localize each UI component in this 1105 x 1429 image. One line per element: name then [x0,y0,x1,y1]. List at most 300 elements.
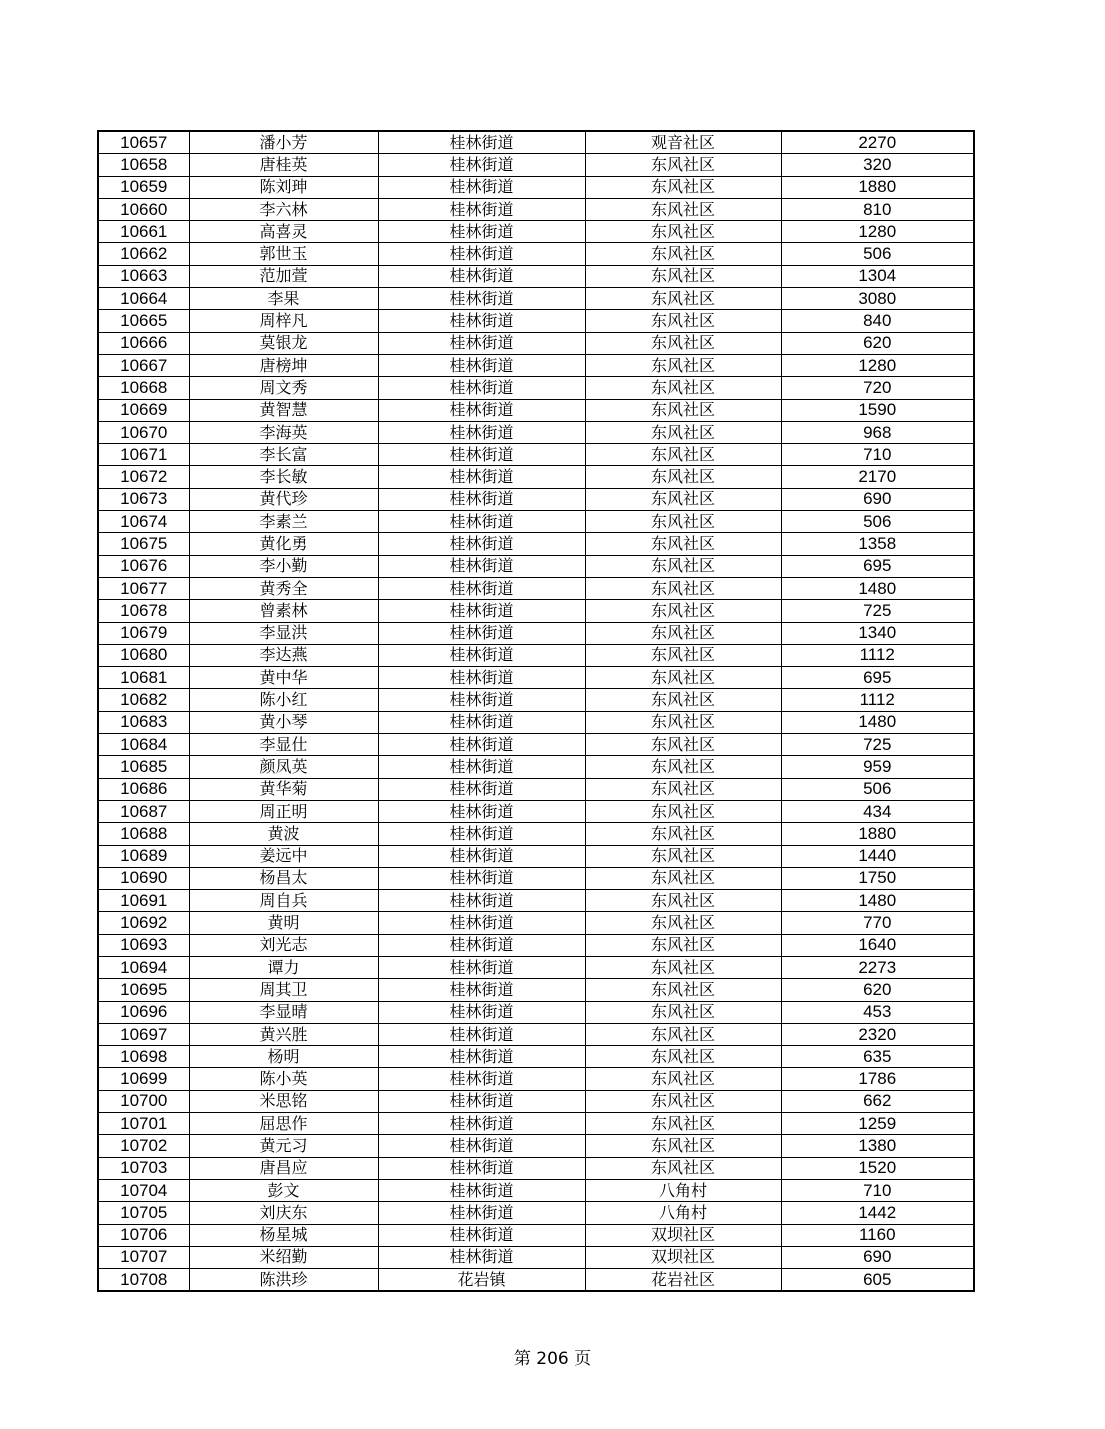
amount-cell: 1304 [781,265,974,287]
community-name-cell: 东风社区 [585,511,781,533]
street-name-cell: 桂林街道 [378,243,585,265]
record-number-cell: 10671 [98,444,189,466]
street-name-cell: 桂林街道 [378,1246,585,1268]
record-number-cell: 10679 [98,622,189,644]
street-name-cell: 桂林街道 [378,622,585,644]
community-name-cell: 东风社区 [585,198,781,220]
community-name-cell: 东风社区 [585,979,781,1001]
community-name-cell: 东风社区 [585,711,781,733]
table-row [98,689,974,711]
page-number: 第 206 页 [513,1349,592,1369]
community-name-cell: 东风社区 [585,421,781,443]
record-number-cell: 10700 [98,1090,189,1112]
amount-cell: 1112 [781,689,974,711]
table-row [98,1046,974,1068]
street-name-cell: 桂林街道 [378,1157,585,1179]
amount-cell: 1480 [781,711,974,733]
amount-cell: 2273 [781,956,974,978]
record-number-cell: 10670 [98,421,189,443]
table-body [98,131,974,1291]
record-number-cell: 10669 [98,399,189,421]
amount-cell: 1112 [781,644,974,666]
amount-cell: 968 [781,421,974,443]
amount-cell: 720 [781,377,974,399]
table-row [98,288,974,310]
table-row [98,667,974,689]
person-name-cell: 莫银龙 [189,332,378,354]
record-number-cell: 10688 [98,823,189,845]
person-name-cell: 李海英 [189,421,378,443]
amount-cell: 710 [781,444,974,466]
record-number-cell: 10666 [98,332,189,354]
person-name-cell: 陈小英 [189,1068,378,1090]
community-name-cell: 东风社区 [585,466,781,488]
person-name-cell: 郭世玉 [189,243,378,265]
street-name-cell: 桂林街道 [378,1001,585,1023]
table-row [98,1113,974,1135]
community-name-cell: 东风社区 [585,622,781,644]
amount-cell: 725 [781,734,974,756]
amount-cell: 506 [781,243,974,265]
street-name-cell: 桂林街道 [378,1046,585,1068]
street-name-cell: 桂林街道 [378,800,585,822]
street-name-cell: 桂林街道 [378,1202,585,1224]
street-name-cell: 桂林街道 [378,890,585,912]
person-name-cell: 谭力 [189,956,378,978]
record-number-cell: 10699 [98,1068,189,1090]
table-row [98,800,974,822]
person-name-cell: 李小勤 [189,555,378,577]
amount-cell: 770 [781,912,974,934]
community-name-cell: 东风社区 [585,1135,781,1157]
person-name-cell: 黄明 [189,912,378,934]
amount-cell: 1160 [781,1224,974,1246]
street-name-cell: 桂林街道 [378,823,585,845]
amount-cell: 506 [781,511,974,533]
person-name-cell: 周正明 [189,800,378,822]
amount-cell: 1358 [781,533,974,555]
table-row [98,1135,974,1157]
record-number-cell: 10665 [98,310,189,332]
record-number-cell: 10697 [98,1023,189,1045]
amount-cell: 1880 [781,823,974,845]
person-name-cell: 李六林 [189,198,378,220]
record-number-cell: 10659 [98,176,189,198]
street-name-cell: 桂林街道 [378,711,585,733]
community-name-cell: 东风社区 [585,778,781,800]
person-name-cell: 周自兵 [189,890,378,912]
record-number-cell: 10693 [98,934,189,956]
community-name-cell: 东风社区 [585,154,781,176]
street-name-cell: 桂林街道 [378,377,585,399]
record-number-cell: 10662 [98,243,189,265]
amount-cell: 1480 [781,890,974,912]
street-name-cell: 桂林街道 [378,667,585,689]
table-row [98,198,974,220]
amount-cell: 1259 [781,1113,974,1135]
table-row [98,466,974,488]
person-name-cell: 周文秀 [189,377,378,399]
amount-cell: 710 [781,1179,974,1201]
table-row [98,644,974,666]
table-row [98,377,974,399]
community-name-cell: 东风社区 [585,800,781,822]
record-number-cell: 10690 [98,867,189,889]
community-name-cell: 东风社区 [585,533,781,555]
person-name-cell: 高喜灵 [189,221,378,243]
street-name-cell: 桂林街道 [378,488,585,510]
community-name-cell: 东风社区 [585,377,781,399]
record-number-cell: 10678 [98,600,189,622]
community-name-cell: 东风社区 [585,354,781,376]
data-table [97,130,975,1292]
amount-cell: 1480 [781,577,974,599]
amount-cell: 605 [781,1269,974,1292]
community-name-cell: 东风社区 [585,577,781,599]
table-row [98,154,974,176]
community-name-cell: 东风社区 [585,667,781,689]
person-name-cell: 黄中华 [189,667,378,689]
person-name-cell: 黄华菊 [189,778,378,800]
record-number-cell: 10661 [98,221,189,243]
community-name-cell: 东风社区 [585,310,781,332]
community-name-cell: 东风社区 [585,265,781,287]
record-number-cell: 10705 [98,1202,189,1224]
table-row [98,399,974,421]
person-name-cell: 屈思作 [189,1113,378,1135]
street-name-cell: 桂林街道 [378,421,585,443]
table-row [98,1157,974,1179]
amount-cell: 1786 [781,1068,974,1090]
amount-cell: 320 [781,154,974,176]
person-name-cell: 李果 [189,288,378,310]
record-number-cell: 10676 [98,555,189,577]
community-name-cell: 东风社区 [585,1157,781,1179]
amount-cell: 690 [781,488,974,510]
amount-cell: 840 [781,310,974,332]
person-name-cell: 黄小琴 [189,711,378,733]
community-name-cell: 东风社区 [585,890,781,912]
table-row [98,131,974,154]
person-name-cell: 李长敏 [189,466,378,488]
person-name-cell: 李显仕 [189,734,378,756]
person-name-cell: 陈刘珅 [189,176,378,198]
record-number-cell: 10683 [98,711,189,733]
community-name-cell: 东风社区 [585,399,781,421]
record-number-cell: 10701 [98,1113,189,1135]
street-name-cell: 桂林街道 [378,221,585,243]
record-number-cell: 10706 [98,1224,189,1246]
person-name-cell: 米绍勤 [189,1246,378,1268]
table-row [98,310,974,332]
community-name-cell: 东风社区 [585,956,781,978]
community-name-cell: 东风社区 [585,600,781,622]
community-name-cell: 东风社区 [585,221,781,243]
table-row [98,176,974,198]
community-name-cell: 东风社区 [585,756,781,778]
amount-cell: 695 [781,667,974,689]
person-name-cell: 刘庆东 [189,1202,378,1224]
community-name-cell: 东风社区 [585,867,781,889]
amount-cell: 1442 [781,1202,974,1224]
table-row [98,823,974,845]
street-name-cell: 桂林街道 [378,533,585,555]
community-name-cell: 东风社区 [585,689,781,711]
person-name-cell: 杨昌太 [189,867,378,889]
street-name-cell: 桂林街道 [378,332,585,354]
community-name-cell: 东风社区 [585,734,781,756]
person-name-cell: 李显洪 [189,622,378,644]
person-name-cell: 黄代珍 [189,488,378,510]
street-name-cell: 桂林街道 [378,1179,585,1201]
record-number-cell: 10692 [98,912,189,934]
amount-cell: 1520 [781,1157,974,1179]
amount-cell: 620 [781,332,974,354]
record-number-cell: 10691 [98,890,189,912]
street-name-cell: 桂林街道 [378,265,585,287]
street-name-cell: 桂林街道 [378,1090,585,1112]
record-number-cell: 10673 [98,488,189,510]
table-row [98,912,974,934]
record-number-cell: 10674 [98,511,189,533]
table-row [98,867,974,889]
community-name-cell: 东风社区 [585,823,781,845]
record-number-cell: 10708 [98,1269,189,1292]
table-row [98,577,974,599]
table-row [98,555,974,577]
community-name-cell: 东风社区 [585,1001,781,1023]
community-name-cell: 东风社区 [585,1068,781,1090]
community-name-cell: 东风社区 [585,444,781,466]
amount-cell: 1280 [781,354,974,376]
amount-cell: 690 [781,1246,974,1268]
record-number-cell: 10689 [98,845,189,867]
record-number-cell: 10686 [98,778,189,800]
amount-cell: 635 [781,1046,974,1068]
record-number-cell: 10695 [98,979,189,1001]
community-name-cell: 东风社区 [585,644,781,666]
record-number-cell: 10660 [98,198,189,220]
person-name-cell: 李显晴 [189,1001,378,1023]
table-row [98,979,974,1001]
record-number-cell: 10698 [98,1046,189,1068]
street-name-cell: 桂林街道 [378,778,585,800]
street-name-cell: 桂林街道 [378,176,585,198]
street-name-cell: 花岩镇 [378,1269,585,1292]
person-name-cell: 姜远中 [189,845,378,867]
record-number-cell: 10663 [98,265,189,287]
person-name-cell: 黄波 [189,823,378,845]
record-number-cell: 10680 [98,644,189,666]
table-row [98,600,974,622]
street-name-cell: 桂林街道 [378,1224,585,1246]
person-name-cell: 杨明 [189,1046,378,1068]
street-name-cell: 桂林街道 [378,756,585,778]
person-name-cell: 李长富 [189,444,378,466]
person-name-cell: 范加萱 [189,265,378,287]
amount-cell: 725 [781,600,974,622]
record-number-cell: 10703 [98,1157,189,1179]
amount-cell: 2170 [781,466,974,488]
person-name-cell: 李素兰 [189,511,378,533]
table-row [98,1224,974,1246]
person-name-cell: 潘小芳 [189,131,378,154]
record-number-cell: 10682 [98,689,189,711]
community-name-cell: 东风社区 [585,1113,781,1135]
record-number-cell: 10664 [98,288,189,310]
person-name-cell: 唐桂英 [189,154,378,176]
table-row [98,354,974,376]
amount-cell: 1340 [781,622,974,644]
amount-cell: 662 [781,1090,974,1112]
table-row [98,1001,974,1023]
community-name-cell: 东风社区 [585,1023,781,1045]
person-name-cell: 黄智慧 [189,399,378,421]
street-name-cell: 桂林街道 [378,288,585,310]
record-number-cell: 10667 [98,354,189,376]
street-name-cell: 桂林街道 [378,600,585,622]
person-name-cell: 陈小红 [189,689,378,711]
community-name-cell: 东风社区 [585,288,781,310]
record-number-cell: 10702 [98,1135,189,1157]
street-name-cell: 桂林街道 [378,644,585,666]
community-name-cell: 双坝社区 [585,1246,781,1268]
record-number-cell: 10687 [98,800,189,822]
table-row [98,444,974,466]
street-name-cell: 桂林街道 [378,310,585,332]
street-name-cell: 桂林街道 [378,511,585,533]
amount-cell: 1380 [781,1135,974,1157]
table-row [98,756,974,778]
table-row [98,956,974,978]
street-name-cell: 桂林街道 [378,845,585,867]
amount-cell: 1880 [781,176,974,198]
amount-cell: 1440 [781,845,974,867]
person-name-cell: 黄兴胜 [189,1023,378,1045]
table-row [98,421,974,443]
person-name-cell: 唐昌应 [189,1157,378,1179]
community-name-cell: 东风社区 [585,845,781,867]
record-number-cell: 10704 [98,1179,189,1201]
table-row [98,711,974,733]
community-name-cell: 东风社区 [585,332,781,354]
person-name-cell: 黄化勇 [189,533,378,555]
person-name-cell: 米思铭 [189,1090,378,1112]
street-name-cell: 桂林街道 [378,1068,585,1090]
person-name-cell: 周梓凡 [189,310,378,332]
street-name-cell: 桂林街道 [378,867,585,889]
street-name-cell: 桂林街道 [378,1113,585,1135]
record-number-cell: 10707 [98,1246,189,1268]
table-row [98,511,974,533]
street-name-cell: 桂林街道 [378,198,585,220]
street-name-cell: 桂林街道 [378,131,585,154]
amount-cell: 434 [781,800,974,822]
person-name-cell: 黄秀全 [189,577,378,599]
table-row [98,488,974,510]
table-row [98,1090,974,1112]
table-row [98,734,974,756]
amount-cell: 1640 [781,934,974,956]
record-number-cell: 10672 [98,466,189,488]
table-row [98,221,974,243]
record-number-cell: 10681 [98,667,189,689]
community-name-cell: 花岩社区 [585,1269,781,1292]
record-number-cell: 10658 [98,154,189,176]
street-name-cell: 桂林街道 [378,399,585,421]
community-name-cell: 东风社区 [585,1090,781,1112]
amount-cell: 1280 [781,221,974,243]
table-row [98,1246,974,1268]
table-row [98,1179,974,1201]
person-name-cell: 杨星城 [189,1224,378,1246]
street-name-cell: 桂林街道 [378,1023,585,1045]
amount-cell: 1590 [781,399,974,421]
record-number-cell: 10685 [98,756,189,778]
street-name-cell: 桂林街道 [378,555,585,577]
amount-cell: 3080 [781,288,974,310]
record-number-cell: 10694 [98,956,189,978]
community-name-cell: 观音社区 [585,131,781,154]
person-name-cell: 陈洪珍 [189,1269,378,1292]
amount-cell: 959 [781,756,974,778]
person-name-cell: 颜凤英 [189,756,378,778]
record-number-cell: 10684 [98,734,189,756]
table-row [98,1023,974,1045]
street-name-cell: 桂林街道 [378,934,585,956]
community-name-cell: 东风社区 [585,176,781,198]
record-number-cell: 10657 [98,131,189,154]
street-name-cell: 桂林街道 [378,577,585,599]
table-row [98,778,974,800]
record-number-cell: 10677 [98,577,189,599]
street-name-cell: 桂林街道 [378,1135,585,1157]
community-name-cell: 东风社区 [585,934,781,956]
community-name-cell: 东风社区 [585,1046,781,1068]
community-name-cell: 八角村 [585,1202,781,1224]
street-name-cell: 桂林街道 [378,956,585,978]
community-name-cell: 东风社区 [585,912,781,934]
amount-cell: 2270 [781,131,974,154]
person-name-cell: 周其卫 [189,979,378,1001]
table-row [98,533,974,555]
person-name-cell: 唐榜坤 [189,354,378,376]
community-name-cell: 东风社区 [585,555,781,577]
community-name-cell: 东风社区 [585,488,781,510]
street-name-cell: 桂林街道 [378,154,585,176]
street-name-cell: 桂林街道 [378,734,585,756]
person-name-cell: 曾素林 [189,600,378,622]
street-name-cell: 桂林街道 [378,979,585,1001]
table-row [98,934,974,956]
community-name-cell: 八角村 [585,1179,781,1201]
amount-cell: 1750 [781,867,974,889]
amount-cell: 506 [781,778,974,800]
street-name-cell: 桂林街道 [378,912,585,934]
person-name-cell: 黄元习 [189,1135,378,1157]
community-name-cell: 东风社区 [585,243,781,265]
community-name-cell: 双坝社区 [585,1224,781,1246]
amount-cell: 620 [781,979,974,1001]
street-name-cell: 桂林街道 [378,466,585,488]
table-row [98,243,974,265]
table-row [98,845,974,867]
amount-cell: 2320 [781,1023,974,1045]
amount-cell: 695 [781,555,974,577]
record-number-cell: 10696 [98,1001,189,1023]
table-row [98,265,974,287]
table-row [98,1269,974,1292]
